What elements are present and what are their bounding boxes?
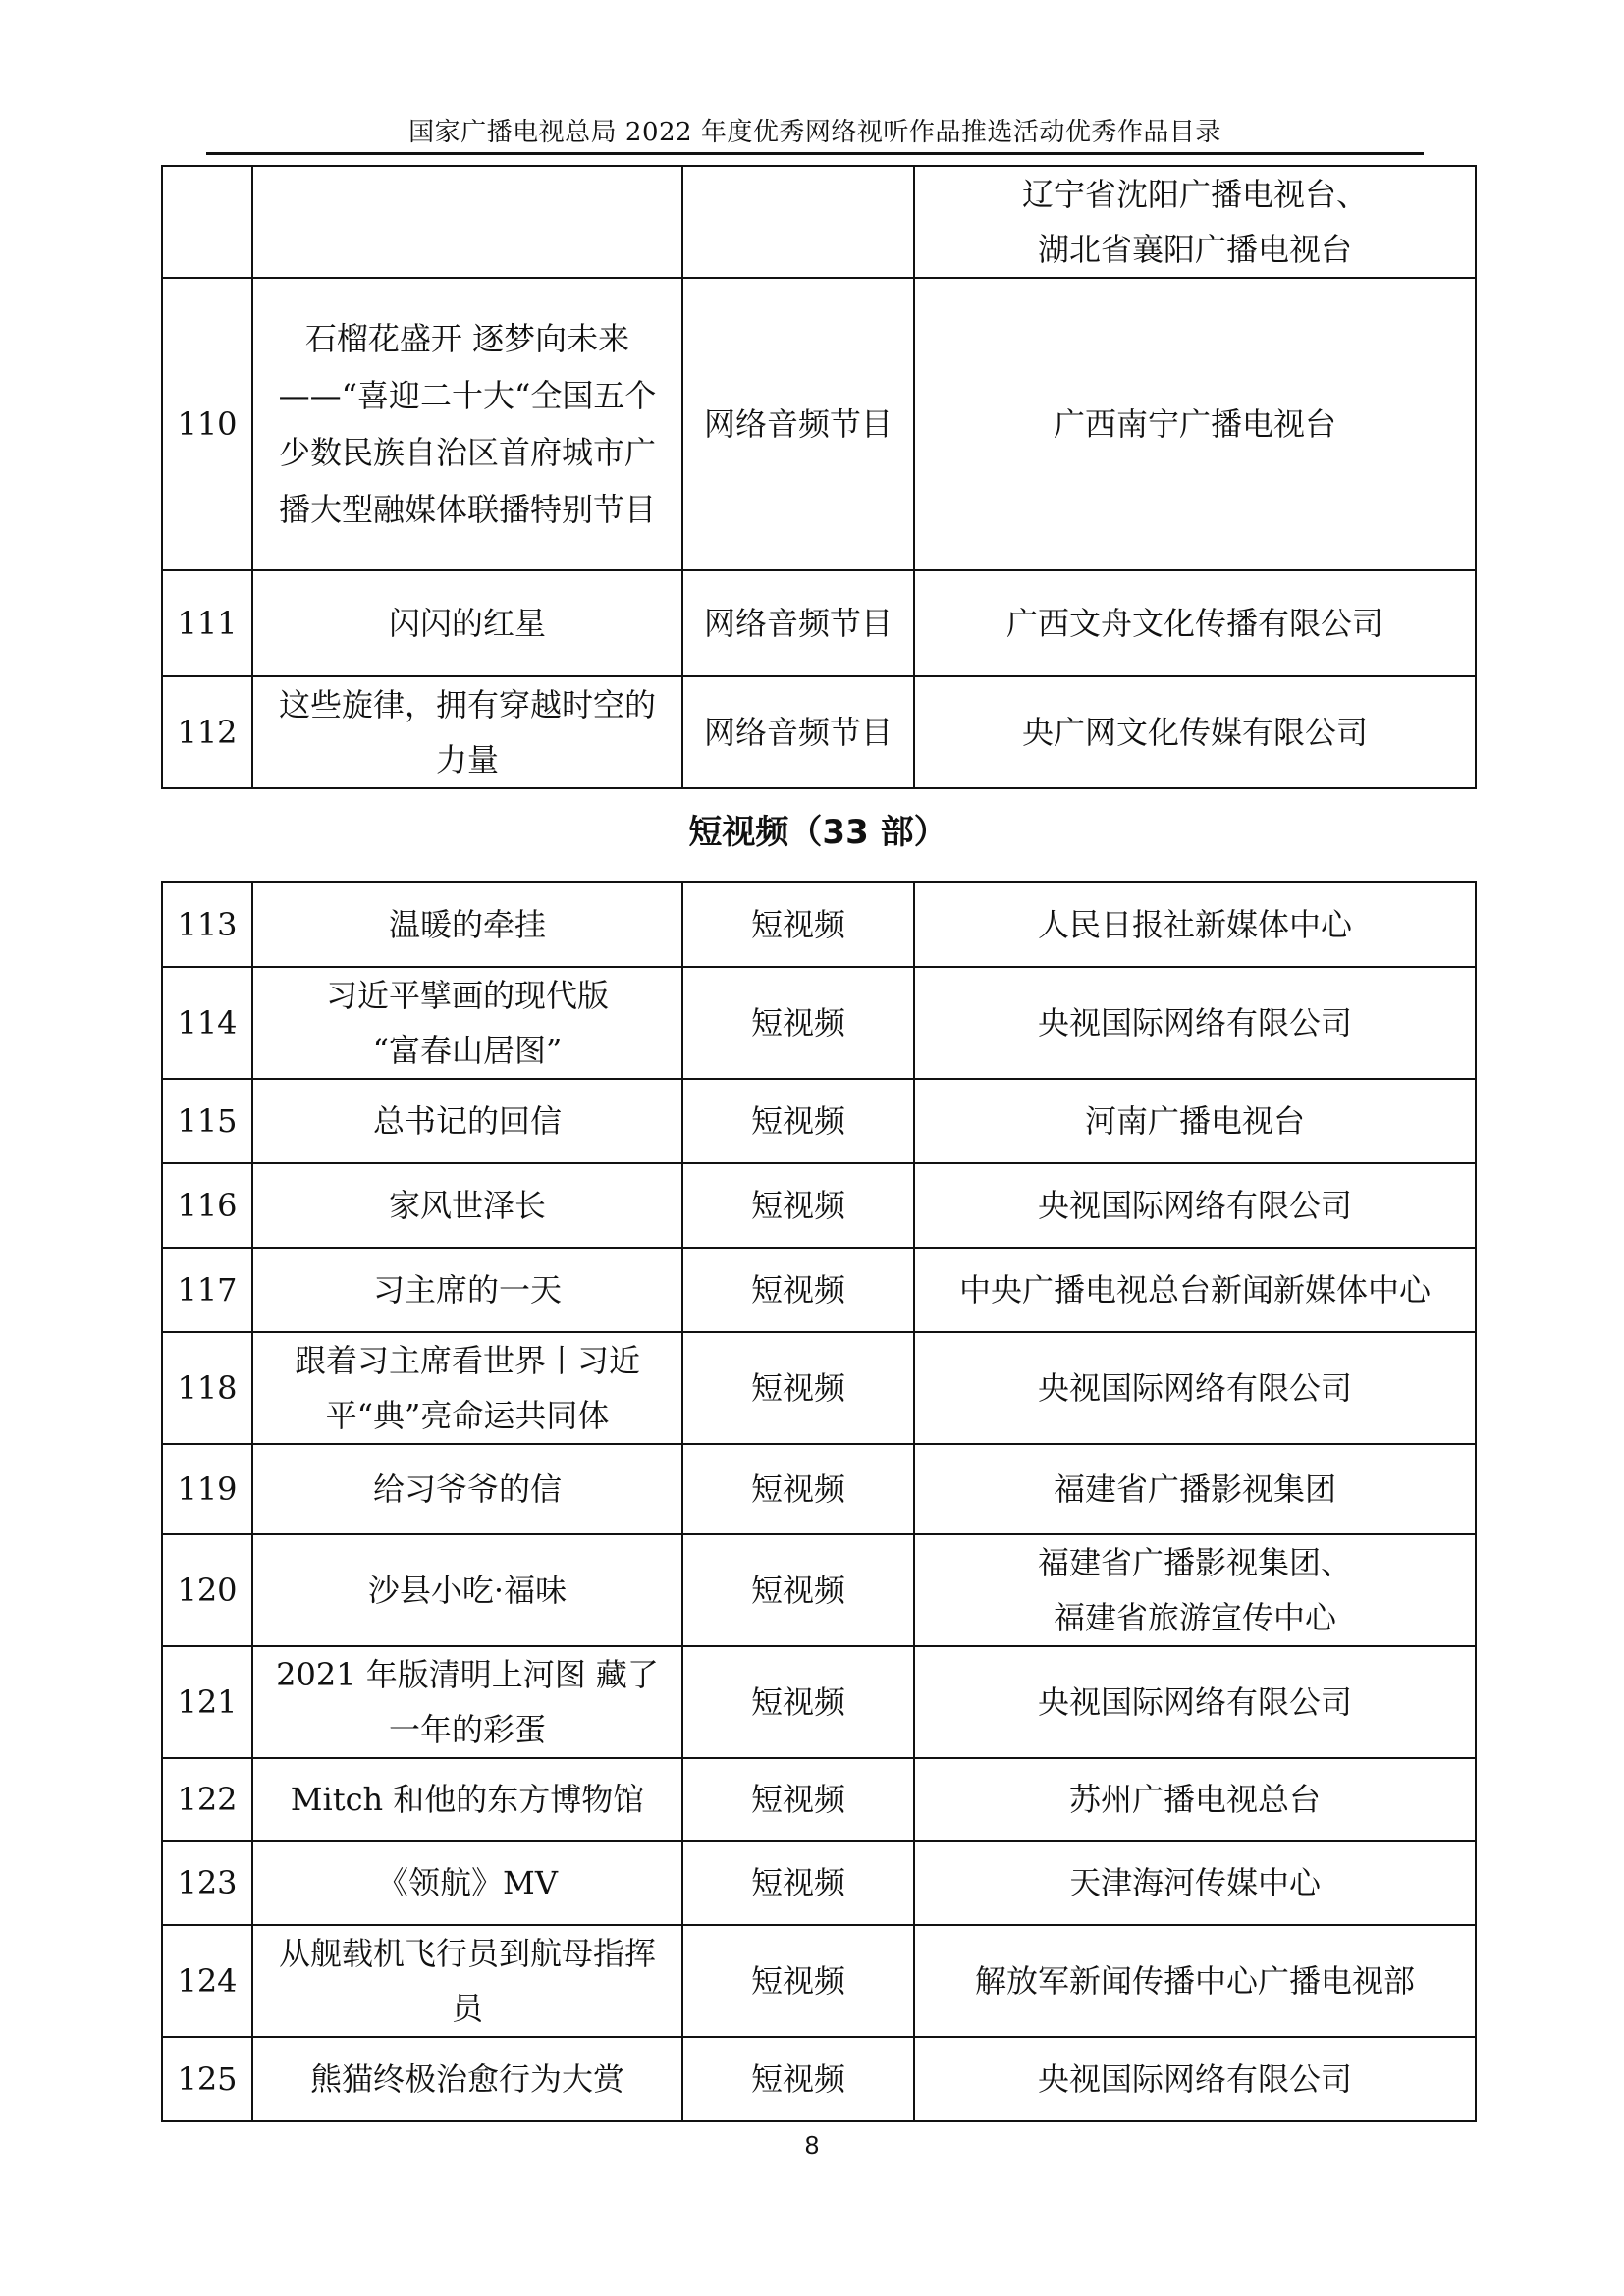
work-category <box>682 166 914 278</box>
row-number: 119 <box>162 1444 252 1534</box>
table-row <box>162 278 1476 570</box>
work-category: 短视频 <box>682 1079 914 1163</box>
work-category: 短视频 <box>682 1925 914 2037</box>
work-category: 短视频 <box>682 1332 914 1444</box>
table-row <box>162 1444 1476 1534</box>
work-title: 温暖的牵挂 <box>252 882 682 967</box>
producer: 河南广播电视台 <box>914 1079 1476 1163</box>
work-title: 石榴花盛开 逐梦向未来——“喜迎二十大“全国五个少数民族自治区首府城市广播大型融媒体联播特别节目 <box>252 278 682 570</box>
work-title: 熊猫终极治愈行为大赏 <box>252 2037 682 2121</box>
table-row <box>162 1079 1476 1163</box>
producer: 央视国际网络有限公司 <box>914 2037 1476 2121</box>
work-category: 短视频 <box>682 882 914 967</box>
work-category: 短视频 <box>682 1841 914 1925</box>
work-category: 短视频 <box>682 1163 914 1248</box>
work-category: 短视频 <box>682 967 914 1079</box>
work-category: 短视频 <box>682 1444 914 1534</box>
producer: 广西南宁广播电视台 <box>914 278 1476 570</box>
work-title: 2021 年版清明上河图 藏了一年的彩蛋 <box>252 1646 682 1758</box>
row-number: 120 <box>162 1534 252 1646</box>
header-rule <box>206 152 1424 155</box>
row-number: 114 <box>162 967 252 1079</box>
work-title: 总书记的回信 <box>252 1079 682 1163</box>
producer: 辽宁省沈阳广播电视台、 湖北省襄阳广播电视台 <box>914 166 1476 278</box>
producer: 央视国际网络有限公司 <box>914 1646 1476 1758</box>
work-category: 短视频 <box>682 1534 914 1646</box>
section-heading: 短视频（33 部） <box>688 813 947 852</box>
running-header: 国家广播电视总局 2022 年度优秀网络视听作品推选活动优秀作品目录 <box>408 118 1221 147</box>
row-number <box>162 166 252 278</box>
work-title <box>252 166 682 278</box>
row-number: 124 <box>162 1925 252 2037</box>
work-title: 沙县小吃·福味 <box>252 1534 682 1646</box>
table-row <box>162 1534 1476 1646</box>
page-number: 8 <box>804 2130 820 2160</box>
producer: 央视国际网络有限公司 <box>914 967 1476 1079</box>
work-category: 短视频 <box>682 1248 914 1332</box>
producer: 央视国际网络有限公司 <box>914 1163 1476 1248</box>
table-row <box>162 1841 1476 1925</box>
table-row <box>162 2037 1476 2121</box>
producer: 福建省广播影视集团、 福建省旅游宣传中心 <box>914 1534 1476 1646</box>
row-number: 123 <box>162 1841 252 1925</box>
table-row <box>162 166 1476 278</box>
row-number: 122 <box>162 1758 252 1841</box>
row-number: 121 <box>162 1646 252 1758</box>
work-category: 短视频 <box>682 1646 914 1758</box>
work-title: 家风世泽长 <box>252 1163 682 1248</box>
work-title: 习主席的一天 <box>252 1248 682 1332</box>
work-category: 短视频 <box>682 1758 914 1841</box>
row-number: 111 <box>162 570 252 676</box>
producer: 央广网文化传媒有限公司 <box>914 676 1476 788</box>
row-number: 125 <box>162 2037 252 2121</box>
row-number: 115 <box>162 1079 252 1163</box>
table-row <box>162 967 1476 1079</box>
work-title: Mitch 和他的东方博物馆 <box>252 1758 682 1841</box>
table-row <box>162 570 1476 676</box>
catalog-table-short-video <box>161 881 1477 2122</box>
row-number: 110 <box>162 278 252 570</box>
table-row <box>162 1925 1476 2037</box>
work-category: 短视频 <box>682 2037 914 2121</box>
row-number: 112 <box>162 676 252 788</box>
table-row <box>162 1646 1476 1758</box>
work-category: 网络音频节目 <box>682 570 914 676</box>
work-title: 闪闪的红星 <box>252 570 682 676</box>
producer: 广西文舟文化传播有限公司 <box>914 570 1476 676</box>
table-row <box>162 1332 1476 1444</box>
producer: 解放军新闻传播中心广播电视部 <box>914 1925 1476 2037</box>
producer: 人民日报社新媒体中心 <box>914 882 1476 967</box>
producer: 福建省广播影视集团 <box>914 1444 1476 1534</box>
table-row <box>162 1163 1476 1248</box>
table-row <box>162 1758 1476 1841</box>
catalog-table-audio <box>161 165 1477 789</box>
table-row <box>162 676 1476 788</box>
row-number: 116 <box>162 1163 252 1248</box>
row-number: 117 <box>162 1248 252 1332</box>
work-category: 网络音频节目 <box>682 676 914 788</box>
producer: 中央广播电视总台新闻新媒体中心 <box>914 1248 1476 1332</box>
work-category: 网络音频节目 <box>682 278 914 570</box>
producer: 天津海河传媒中心 <box>914 1841 1476 1925</box>
row-number: 113 <box>162 882 252 967</box>
work-title: 跟着习主席看世界丨习近平“典”亮命运共同体 <box>252 1332 682 1444</box>
work-title: 给习爷爷的信 <box>252 1444 682 1534</box>
work-title: 从舰载机飞行员到航母指挥员 <box>252 1925 682 2037</box>
row-number: 118 <box>162 1332 252 1444</box>
work-title: 这些旋律，拥有穿越时空的力量 <box>252 676 682 788</box>
table-row <box>162 882 1476 967</box>
table-row <box>162 1248 1476 1332</box>
work-title: 习近平擘画的现代版 “富春山居图” <box>252 967 682 1079</box>
work-title: 《领航》MV <box>252 1841 682 1925</box>
producer: 苏州广播电视总台 <box>914 1758 1476 1841</box>
producer: 央视国际网络有限公司 <box>914 1332 1476 1444</box>
